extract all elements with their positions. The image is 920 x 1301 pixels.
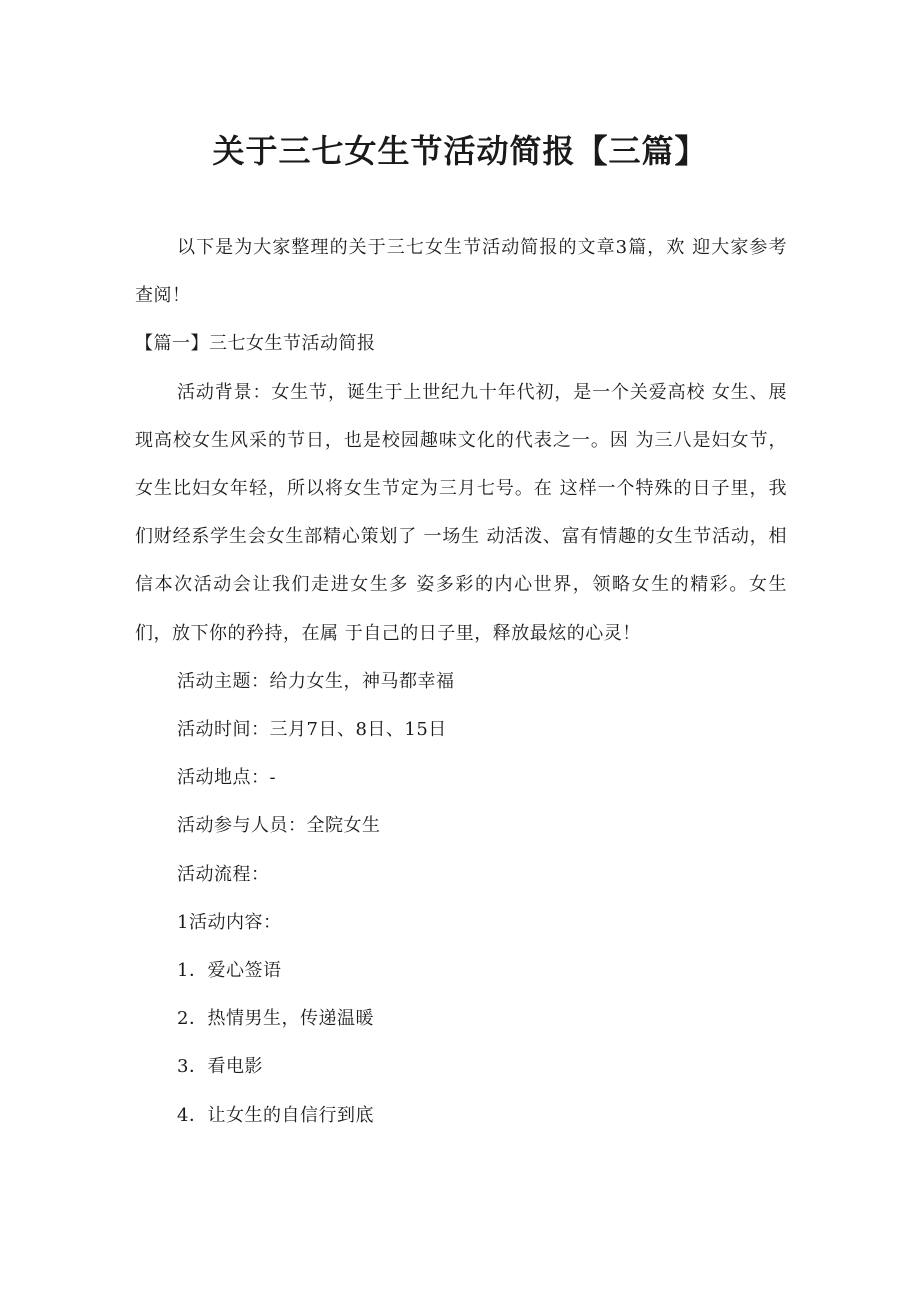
list-item: 3．看电影 [177, 1056, 263, 1078]
document-body [135, 224, 787, 1140]
list-item: 1．爱心签语 [177, 960, 282, 982]
time-line: 活动时间：三月7日、8日、15日 [177, 719, 447, 741]
intro-paragraph: 以下是为大家整理的关于三七女生节活动简报的文章3篇，欢 迎大家参考查阅！ [135, 237, 787, 307]
process-line: 活动流程： [177, 863, 270, 885]
background-paragraph: 活动背景：女生节，诞生于上世纪九十年代初，是一个关爱高校 女生、展现高校女生风采的节日，也是校园趣味文化的代表之一。因 为三八是妇女节，女生比妇女年轻，所以将女生节定为三月七号。在 这样一个特殊的日子里，我们财经系学生会女生部精心策划了 一场生 动活泼、富有情趣的女生节活动，相信本次活动会让我们走进女生多 姿多彩的内心世界，领略女生的精彩。女生们，放下你的矜持，在属 于自己的日子里，释放最炫的心灵！ [135, 381, 787, 644]
location-line: 活动地点：- [177, 767, 277, 789]
content-heading: 1活动内容： [177, 911, 282, 933]
participants-line: 活动参与人员：全院女生 [177, 815, 381, 837]
document-title: 关于三七女生节活动简报【三篇】 [212, 132, 708, 171]
section-heading: 【篇一】三七女生节活动简报 [135, 333, 376, 355]
list-item: 4．让女生的自信行到底 [177, 1104, 374, 1126]
theme-line: 活动主题：给力女生，神马都幸福 [177, 670, 455, 692]
list-item: 2．热情男生，传递温暖 [177, 1008, 374, 1030]
